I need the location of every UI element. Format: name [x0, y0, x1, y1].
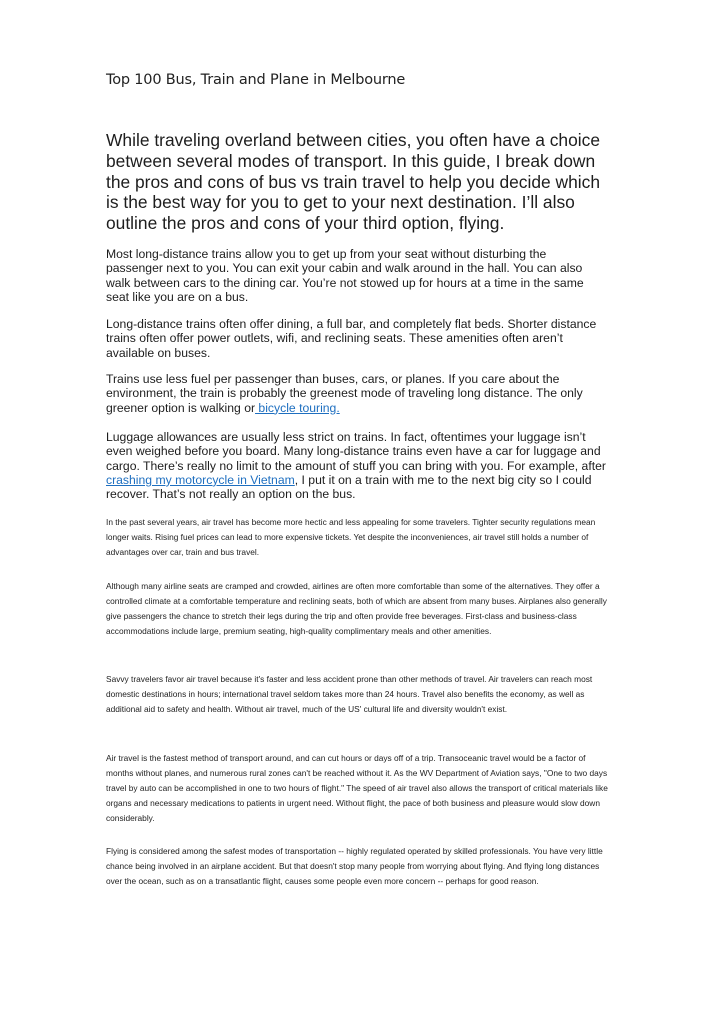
page-title: Top 100 Bus, Train and Plane in Melbourne [106, 72, 406, 88]
paragraph-train-luggage [106, 430, 606, 501]
paragraph-text: , I put it on a train with me to the next big city so I could recover. That’s not really an option on the bus. [106, 472, 592, 502]
paragraph-train-amenities: Long-distance trains often offer dining, a full bar, and completely flat beds. Shorter distance trains often offer power outlets, wifi, and reclining seats. These amenities often aren’t available on buses. [106, 317, 597, 360]
paragraph-train-mobility: Most long-distance trains allow you to get up from your seat without disturbing the passenger next to you. You can exit your cabin and walk around in the hall. You can also walk between cars to the dining car. You’re not stowed up for hours at a time in the same seat like you are on a bus. [106, 247, 584, 304]
intro-paragraph: While traveling overland between cities, you often have a choice between several modes of transport. In this guide, I break down the pros and cons of bus vs train travel to help you decide which is the best way for you to get to your next destination. I’ll also outline the pros and cons of your third option, flying. [106, 130, 600, 234]
paragraph-text: Luggage allowances are usually less strict on trains. In fact, oftentimes your luggage isn’t even weighed before you board. Many long-distance trains even have a car for luggage and cargo. There’s really no limit to the amount of stuff you can bring with you. For example, after [106, 430, 606, 473]
motorcycle-vietnam-link[interactable]: crashing my motorcycle in Vietnam [106, 472, 295, 487]
paragraph-train-environment [106, 372, 606, 415]
paragraph-air-safety: Flying is considered among the safest modes of transportation -- highly regulated operated by skilled professionals. You have very little chance being involved in an airplane accident. But that doesn't stop many people from worrying about flying. And flying long distances over the ocean, such as on a transatlantic flight, causes some people even more concern -- perhaps for good reason. [106, 846, 603, 887]
paragraph-air-speed-safety: Savvy travelers favor air travel because it's faster and less accident prone than other methods of travel. Air travelers can reach most domestic destinations in hours; international travel seldom takes more than 24 hours. Travel also benefits the economy, as well as additional aid to safety and health. Without air travel, much of the US' cultural life and diversity wouldn't exist. [106, 674, 593, 715]
paragraph-text: Trains use less fuel per passenger than buses, cars, or planes. If you care about the environment, the train is probably the greenest mode of traveling long distance. The only greener option is walking or [106, 372, 583, 415]
paragraph-air-fastest: Air travel is the fastest method of transport around, and can cut hours or days off of a trip. Transoceanic travel would be a factor of months without planes, and numerous rural zones can't be reached without it. As the WV Department of Aviation says, "One to two days travel by auto can be accomplished in one to two hours of flight." The speed of air travel also allows the transport of critical materials like organs and necessary medications to patients in urgent need. Without flight, the pace of both business and pleasure would slow down considerably. [106, 753, 608, 824]
paragraph-air-travel-intro: In the past several years, air travel has become more hectic and less appealing for some travelers. Tighter security regulations mean longer waits. Rising fuel prices can lead to more expensive tickets. Yet despite the inconveniences, air travel still holds a number of advantages over car, train and bus travel. [106, 517, 596, 558]
paragraph-air-comfort: Although many airline seats are cramped and crowded, airlines are often more comfortable than some of the alternatives. They offer a controlled climate at a comfortable temperature and reclining seats, both of which are absent from many buses. Airplanes also generally give passengers the chance to stretch their legs during the trip and often provide free beverages. First-class and business-class accommodations include large, premium seating, high-quality complimentary meals and other amenities. [106, 581, 607, 637]
bicycle-touring-link[interactable]: bicycle touring. [255, 400, 340, 415]
